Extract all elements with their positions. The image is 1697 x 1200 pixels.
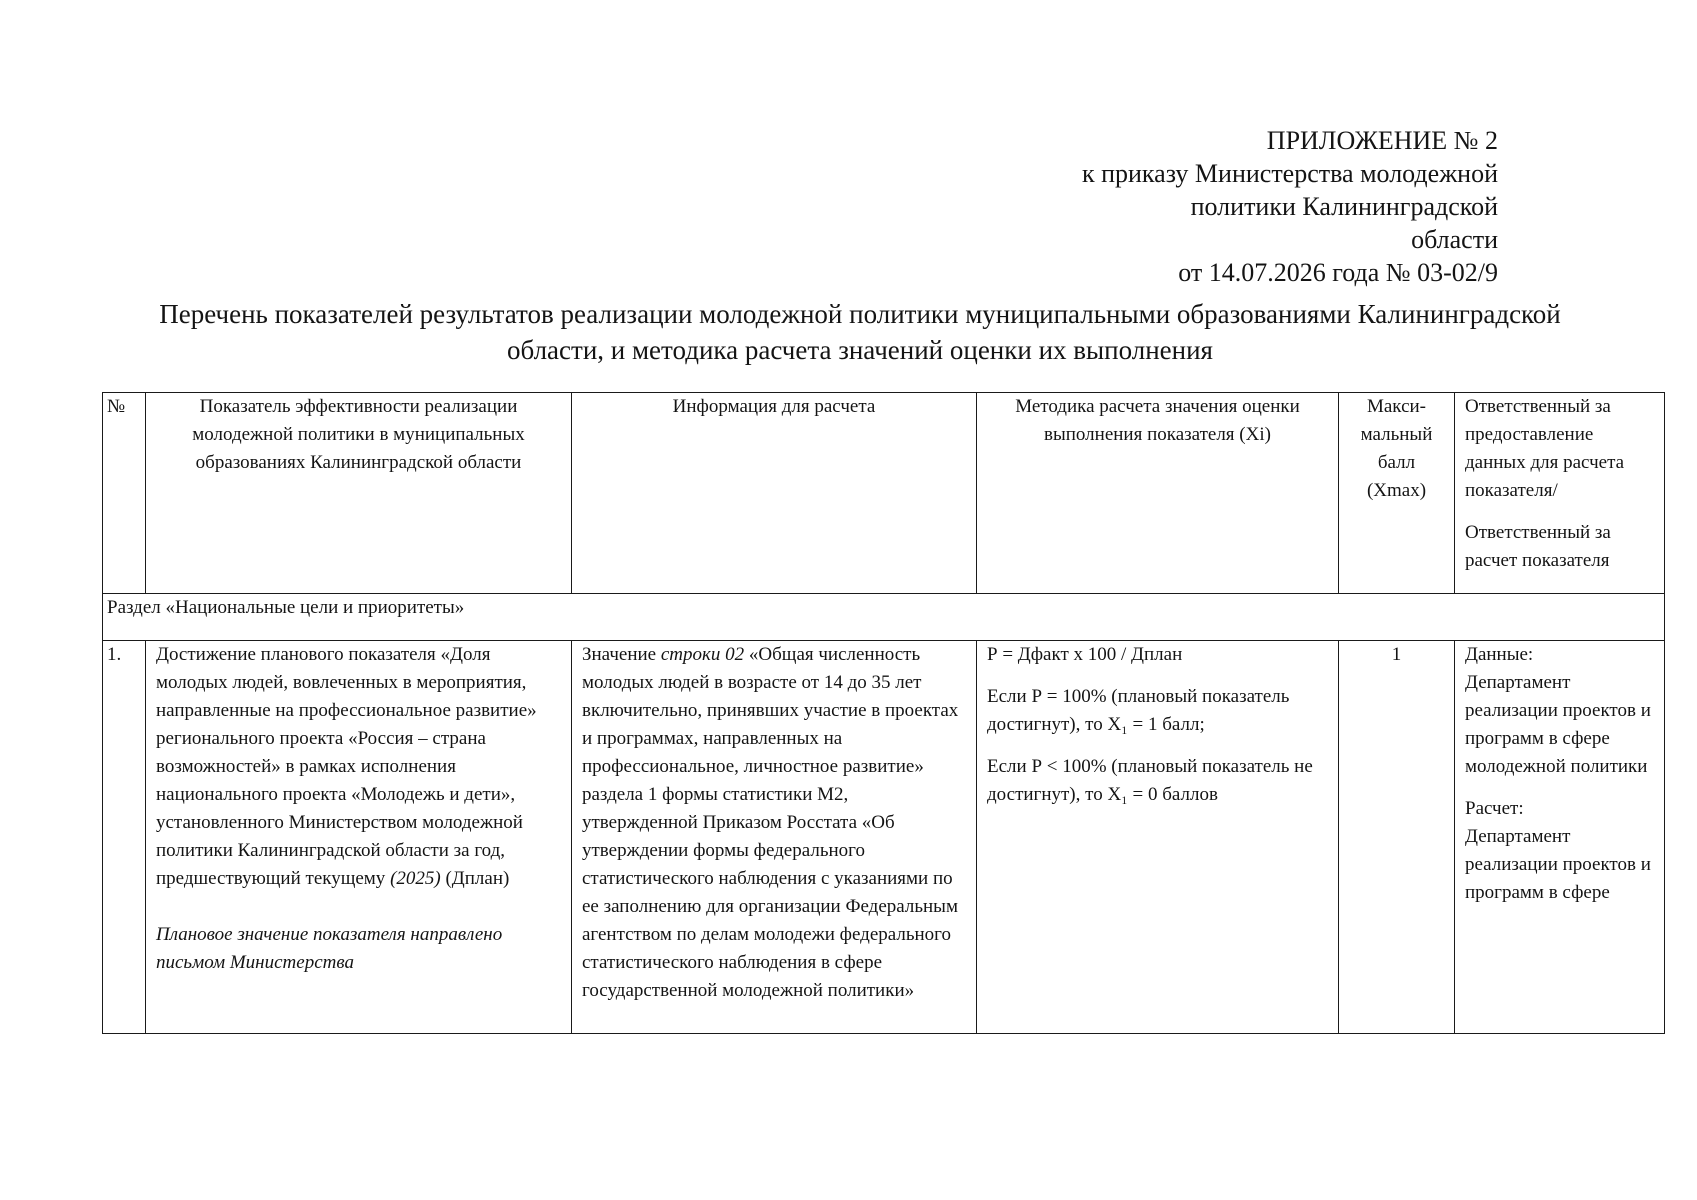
appendix-line: ПРИЛОЖЕНИЕ № 2 bbox=[1266, 126, 1498, 155]
row-indicator-note: Плановое значение показателя направлено письмом Министерства bbox=[156, 924, 503, 973]
appendix-line: от 14.07.2026 года № 03-02/9 bbox=[1178, 258, 1498, 287]
appendix-block bbox=[1082, 124, 1498, 289]
header-method: Методика расчета значения оценки выполнения показателя (Xi) bbox=[977, 393, 1339, 594]
info-prefix: Значение bbox=[582, 644, 661, 665]
header-indicator: Показатель эффективности реализации молодежной политики в муниципальных образованиях Калининградской области bbox=[146, 393, 572, 594]
method-condition-met: Если Р = 100% (плановый показатель достигнут), то X₁ = 1 балл; bbox=[987, 686, 1290, 735]
table-row bbox=[103, 641, 1665, 1034]
row-max-score: 1 bbox=[1339, 641, 1455, 1034]
row-indicator bbox=[146, 641, 572, 1034]
indicator-tail: (Дплан) bbox=[440, 868, 510, 889]
resp-calc-value: Департамент реализации проектов и программ в сфере bbox=[1465, 826, 1651, 903]
header-responsible-calc: Ответственный за расчет показателя bbox=[1465, 522, 1611, 571]
header-max-score: Макси- мальный балл (Xmax) bbox=[1339, 393, 1455, 594]
appendix-line: к приказу Министерства молодежной bbox=[1081, 159, 1498, 188]
method-formula: Р = Дфакт х 100 / Дплан bbox=[987, 644, 1183, 665]
section-title: Раздел «Национальные цели и приоритеты» bbox=[103, 594, 1665, 641]
document-title bbox=[100, 296, 1620, 368]
row-indicator-main bbox=[156, 641, 561, 893]
row-info bbox=[572, 641, 977, 1034]
info-text: «Общая численность молодых людей в возрасте от 14 до 35 лет включительно, принявших участие в проектах и программах, направленных на профессиональное, личностное развитие» раздела 1 формы статистики М2, утвержденной Приказом Росстата «Об утверждении формы федерального статистического наблюдения с указаниями по ее заполнению для организации Федеральным агентством по делам молодежи федерального статистического наблюдения в сфере государственной молодежной политики» bbox=[582, 644, 959, 1001]
appendix-line: области bbox=[1411, 225, 1498, 254]
resp-data-value: Департамент реализации проектов и программ в сфере молодежной политики bbox=[1465, 672, 1651, 777]
info-italic: строки 02 bbox=[660, 644, 745, 665]
method-condition-not-met: Если Р < 100% (плановый показатель не достигнут), то X₁ = 0 баллов bbox=[987, 756, 1313, 805]
row-responsible bbox=[1455, 641, 1665, 1034]
indicator-year: (2025) bbox=[390, 868, 441, 889]
section-row bbox=[103, 594, 1665, 641]
row-method bbox=[977, 641, 1339, 1034]
document-title-line: области, и методика расчета значений оценки их выполнения bbox=[507, 335, 1213, 365]
header-num: № bbox=[103, 393, 146, 594]
header-info: Информация для расчета bbox=[572, 393, 977, 594]
resp-data-label: Данные: bbox=[1465, 644, 1534, 665]
indicators-table bbox=[102, 392, 1665, 1034]
appendix-line: политики Калининградской bbox=[1190, 192, 1498, 221]
resp-calc-label: Расчет: bbox=[1465, 798, 1524, 819]
row-num: 1. bbox=[103, 641, 146, 1034]
header-responsible-data: Ответственный за предоставление данных для расчета показателя/ bbox=[1465, 396, 1625, 501]
table-header-row bbox=[103, 393, 1665, 594]
indicator-text: Достижение планового показателя «Доля молодых людей, вовлеченных в мероприятия, направленные на профессиональное развитие» регионального проекта «Россия – страна возможностей» в рамках исполнения национального проекта «Молодежь и дети», установленного Министерством молодежной политики Калининградской области за год, предшествующий текущему bbox=[156, 644, 537, 889]
header-responsible bbox=[1455, 393, 1665, 594]
document-title-line: Перечень показателей результатов реализации молодежной политики муниципальными образованиями Калининградской bbox=[159, 299, 1561, 329]
